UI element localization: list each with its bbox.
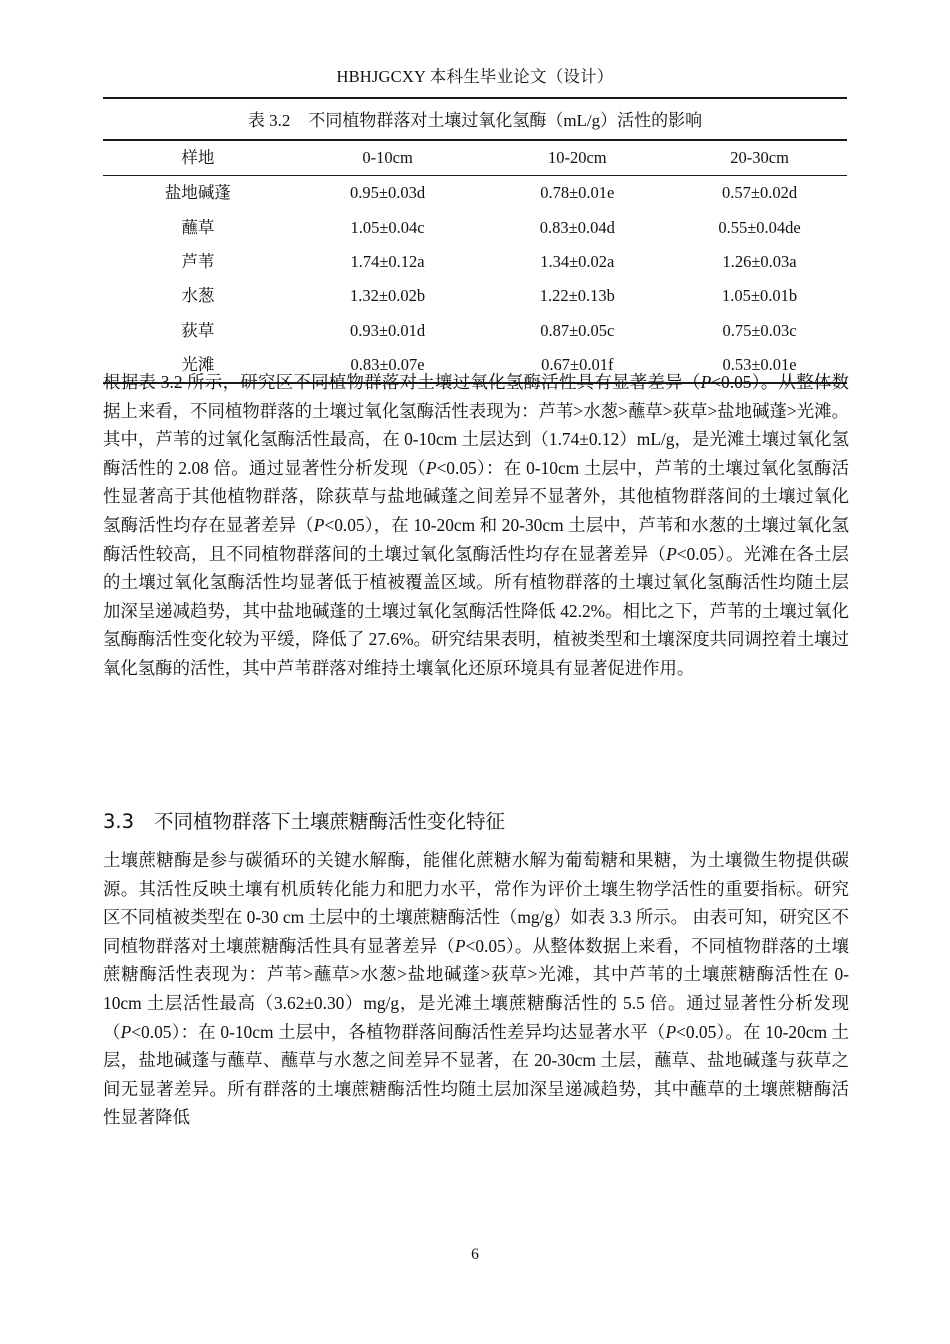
cell-depth-0-10: 0.83±0.07e bbox=[350, 354, 425, 374]
table-row bbox=[103, 245, 847, 279]
cell-depth-10-20: 1.34±0.02a bbox=[540, 251, 615, 271]
cell-depth-10-20: 0.83±0.04d bbox=[539, 217, 615, 237]
cell-depth-10-20: 0.67±0.01f bbox=[541, 354, 614, 374]
table-body bbox=[103, 176, 847, 383]
cell-depth-10-20: 1.22±0.13b bbox=[539, 286, 615, 306]
cell-depth-0-10: 1.32±0.02b bbox=[350, 286, 426, 306]
section-title: 不同植物群落下土壤蔗糖酶活性变化特征 bbox=[154, 810, 506, 834]
cell-site: 光滩 bbox=[181, 354, 215, 374]
cell-depth-20-30: 1.26±0.03a bbox=[722, 251, 797, 271]
cell-depth-10-20: 0.87±0.05c bbox=[540, 320, 615, 340]
section-number: 3.3 bbox=[103, 810, 135, 834]
cell-depth-0-10: 0.95±0.03d bbox=[350, 183, 426, 203]
paragraph-block-sucrase: 土壤蔗糖酶是参与碳循环的关键水解酶，能催化蔗糖水解为葡萄糖和果糖，为土壤微生物提供碳源。其活性反映土壤有机质转化能力和肥力水平，常作为评价土壤生物学活性的重要指标。研究区不同植被类型在 0-30 cm 土层中的土壤蔗糖酶活性（mg/g）如表 3.3 所示。 由表可知，研究区不同植物群落对土壤蔗糖酶活性具有显著差异（P<0.05）。从整体数据上来看，不同植物群落的土壤蔗糖酶活性表现为：芦苇>蘸草>水葱>盐地碱蓬>荻草>光滩，其中芦苇的土壤蔗糖酶活性在 0-10cm 土层活性最高（3.62±0.30）mg/g，是光滩土壤蔗糖酶活性的 5.5 倍。通过显著性分析发现（P<0.05）：在 0-10cm 土层中，各植物群落间酶活性差异均达显著水平（P<0.05）。在 10-20cm 土层，盐地碱蓬与蘸草、蘸草与水葱之间差异不显著，在 20-30cm 土层，蘸草、盐地碱蓬与荻草之间无显著差异。所有群落的土壤蔗糖酶活性均随土层加深呈递减趋势，其中蘸草的土壤蔗糖酶活性显著降低 bbox=[103, 850, 849, 1128]
paragraph-block-peroxidase: 根据表 3.2 所示，研究区不同植物群落对土壤过氧化氢酶活性具有显著差异（P<0.05）。从整体数据上来看，不同植物群落的土壤过氧化氢酶活性表现为：芦苇>水葱>蘸草>荻草>盐地碱蓬>光滩。其中，芦苇的过氧化氢酶活性最高，在 0-10cm 土层达到（1.74±0.12）mL/g，是光滩土壤过氧化氢酶活性的 2.08 倍。通过显著性分析发现（P<0.05）：在 0-10cm 土层中，芦苇的土壤过氧化氢酶活性显著高于其他植物群落，除荻草与盐地碱蓬之间差异不显著外，其他植物群落间的土壤过氧化氢酶活性均存在显著差异（P<0.05），在 10-20cm 和 20-30cm 土层中，芦苇和水葱的土壤过氧化氢酶活性较高，且不同植物群落间的土壤过氧化氢酶活性均存在显著差异（P<0.05）。光滩在各土层的土壤过氧化氢酶活性均显著低于植被覆盖区域。所有植物群落的土壤过氧化氢酶活性均随土层加深呈递减趋势，其中盐地碱蓬的土壤过氧化氢酶活性降低 42.2%。相比之下，芦苇的土壤过氧化氢酶酶活性变化较为平缓，降低了 27.6%。研究结果表明，植被类型和土壤深度共同调控着土壤过氧化氢酶的活性，其中芦苇群落对维持土壤氧化还原环境具有显著促进作用。 bbox=[103, 372, 850, 678]
cell-depth-20-30: 0.53±0.01e bbox=[722, 354, 797, 374]
table-caption-number: 表 3.2 bbox=[247, 111, 291, 130]
column-header-depth-10-20: 10-20cm bbox=[547, 148, 607, 167]
cell-depth-10-20: 0.78±0.01e bbox=[540, 183, 615, 203]
cell-depth-0-10: 0.93±0.01d bbox=[350, 320, 426, 340]
table-caption bbox=[103, 108, 847, 134]
section-heading-3-3 bbox=[103, 808, 849, 835]
cell-site: 水葱 bbox=[181, 286, 215, 306]
cell-site: 芦苇 bbox=[181, 251, 215, 271]
table-row bbox=[103, 314, 847, 348]
cell-depth-20-30: 0.57±0.02d bbox=[722, 183, 798, 203]
peroxidase-activity-table bbox=[103, 139, 847, 384]
cell-site: 荻草 bbox=[181, 320, 215, 340]
table-header bbox=[103, 140, 847, 176]
table-row bbox=[103, 176, 847, 211]
page-number: 6 bbox=[471, 1246, 479, 1263]
column-header-depth-20-30: 20-30cm bbox=[730, 148, 789, 167]
cell-depth-20-30: 0.75±0.03c bbox=[722, 320, 797, 340]
cell-depth-20-30: 1.05±0.01b bbox=[722, 286, 798, 306]
cell-depth-0-10: 1.05±0.04c bbox=[350, 217, 425, 237]
header-rule bbox=[103, 97, 847, 99]
cell-depth-0-10: 1.74±0.12a bbox=[350, 251, 425, 271]
running-header: HBHJGCXY 本科生毕业论文（设计） bbox=[336, 67, 614, 86]
cell-site: 蘸草 bbox=[181, 217, 215, 237]
column-header-site: 样地 bbox=[181, 148, 215, 167]
table-caption-text: 不同植物群落对土壤过氧化氢酶（mL/g）活性的影响 bbox=[308, 111, 703, 130]
table-row bbox=[103, 279, 847, 313]
table-row bbox=[103, 211, 847, 245]
column-header-depth-0-10: 0-10cm bbox=[362, 148, 413, 167]
cell-depth-20-30: 0.55±0.04de bbox=[718, 217, 801, 237]
cell-site: 盐地碱蓬 bbox=[164, 183, 231, 203]
table-header-row bbox=[103, 140, 847, 176]
